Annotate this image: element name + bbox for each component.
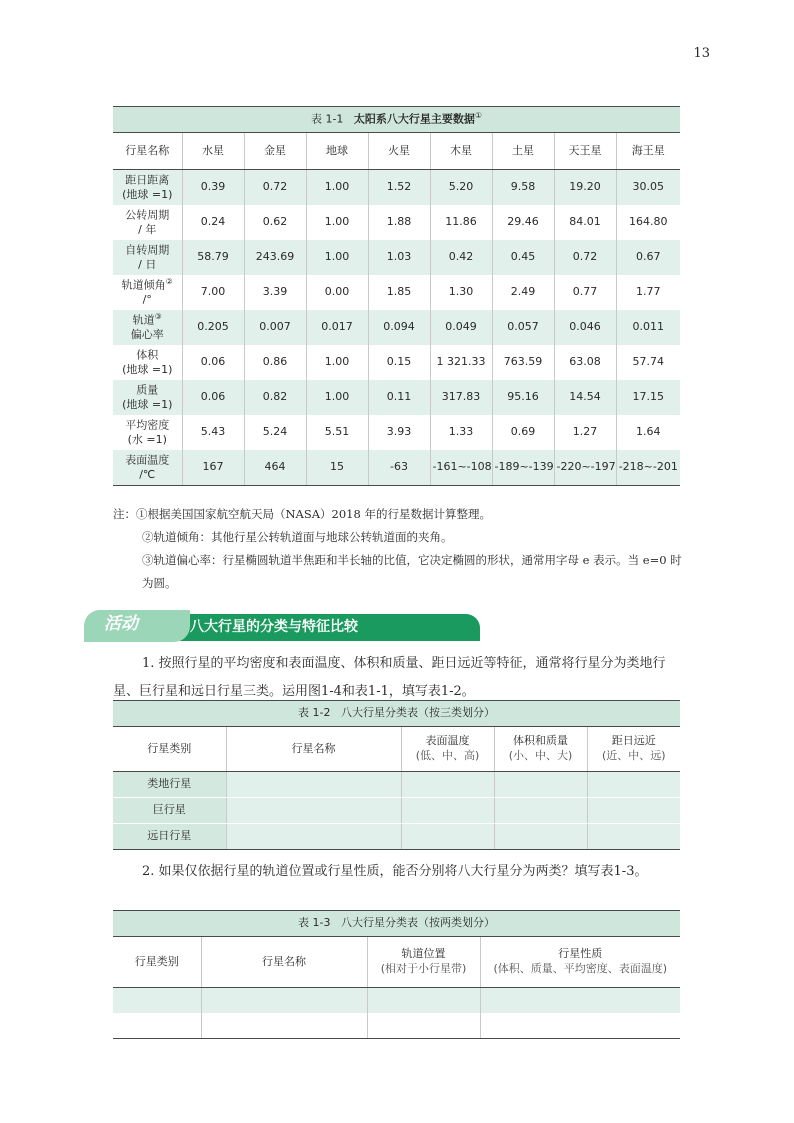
answer-cell[interactable] <box>480 1013 680 1039</box>
table-cell: 1.00 <box>306 380 368 415</box>
note-3: ③轨道偏心率：行星椭圆轨道半焦距和半长轴的比值，它决定椭圆的形状，通常用字母 e 表示。当 e=0 时为圆。 <box>142 553 682 590</box>
row-label-line2: / 日 <box>138 258 157 272</box>
table-cell: 1.00 <box>306 345 368 380</box>
activity-header <box>84 610 404 642</box>
table-row <box>113 415 680 450</box>
table-row <box>113 170 680 206</box>
table-row <box>113 772 680 798</box>
table-row <box>113 205 680 240</box>
table-cell: 15 <box>306 450 368 486</box>
header-planet: 水星 <box>182 133 244 170</box>
table-cell: 464 <box>244 450 306 486</box>
header-planet: 土星 <box>492 133 554 170</box>
note-2: ②轨道倾角：其他行星公转轨道面与地球公转轨道面的夹角。 <box>142 530 453 544</box>
table-cell: 1 321.33 <box>430 345 492 380</box>
row-label-line1: 质量 <box>136 383 159 397</box>
table-header-row <box>113 937 680 988</box>
table-cell: 2.49 <box>492 275 554 310</box>
row-label <box>113 380 182 415</box>
row-label-line2: /℃ <box>139 468 156 482</box>
table-cell: 1.33 <box>430 415 492 450</box>
row-label-line2: /° <box>142 293 152 307</box>
header-size <box>494 727 587 772</box>
table-cell: 1.88 <box>368 205 430 240</box>
table-cell: 1.64 <box>616 415 680 450</box>
answer-cell[interactable] <box>494 824 587 850</box>
row-label <box>113 450 182 486</box>
answer-cell[interactable] <box>587 798 680 824</box>
table-cell: 0.017 <box>306 310 368 345</box>
answer-cell[interactable] <box>226 824 401 850</box>
activity-title: 八大行星的分类与特征比较 <box>180 614 480 641</box>
header-names: 行星名称 <box>226 727 401 772</box>
table-cell: 9.58 <box>492 170 554 206</box>
header-temperature-sub: (低、中、高) <box>415 749 480 762</box>
table-cell: 317.83 <box>430 380 492 415</box>
caption-title: 太阳系八大行星主要数据 <box>353 112 475 126</box>
row-label-line2: (地球 =1) <box>122 398 173 412</box>
header-label: 行星名称 <box>113 133 182 170</box>
header-temperature-label: 表面温度 <box>425 734 470 748</box>
answer-cell[interactable] <box>480 988 680 1014</box>
table-cell: 1.00 <box>306 170 368 206</box>
table-cell: 5.43 <box>182 415 244 450</box>
table-row <box>113 240 680 275</box>
table-cell: 1.77 <box>616 275 680 310</box>
table-cell: 14.54 <box>554 380 616 415</box>
table-cell: 0.42 <box>430 240 492 275</box>
header-planet: 金星 <box>244 133 306 170</box>
answer-cell[interactable] <box>201 988 367 1014</box>
table-cell: -220~-197 <box>554 450 616 486</box>
row-label-line2: (水 =1) <box>127 433 167 447</box>
answer-cell[interactable] <box>401 824 494 850</box>
header-planet: 天王星 <box>554 133 616 170</box>
answer-cell[interactable] <box>367 1013 480 1039</box>
table-row <box>113 380 680 415</box>
row-label <box>113 170 182 206</box>
table-cell: 0.62 <box>244 205 306 240</box>
table-cell: 0.24 <box>182 205 244 240</box>
table-notes <box>113 503 688 595</box>
table-cell: 1.52 <box>368 170 430 206</box>
table-cell: 3.93 <box>368 415 430 450</box>
row-label <box>113 345 182 380</box>
table-cell: 95.16 <box>492 380 554 415</box>
table-cell: 0.06 <box>182 345 244 380</box>
table-cell: 58.79 <box>182 240 244 275</box>
table-cell: 0.046 <box>554 310 616 345</box>
header-size-sub: (小、中、大) <box>508 749 573 762</box>
header-distance-sub: (近、中、远) <box>601 749 666 762</box>
table-cell: 0.82 <box>244 380 306 415</box>
row-label-line1: 轨道 <box>132 313 155 327</box>
header-category: 行星类别 <box>113 727 226 772</box>
table-cell: 164.80 <box>616 205 680 240</box>
caption-prefix: 表 1-1 <box>310 112 344 126</box>
table-cell: 763.59 <box>492 345 554 380</box>
table-cell: 1.30 <box>430 275 492 310</box>
table-cell: 0.06 <box>182 380 244 415</box>
answer-cell[interactable] <box>587 772 680 798</box>
header-size-label: 体积和质量 <box>513 734 568 748</box>
answer-cell[interactable] <box>494 772 587 798</box>
activity-badge: 活动 <box>84 610 190 642</box>
header-distance <box>587 727 680 772</box>
answer-cell[interactable] <box>201 1013 367 1039</box>
page-number: 13 <box>693 46 710 61</box>
table-row <box>113 275 680 310</box>
answer-cell[interactable] <box>587 824 680 850</box>
caption-title: 八大行星分类表（按两类划分） <box>341 916 495 930</box>
three-class-table <box>113 700 680 850</box>
answer-cell[interactable] <box>113 988 201 1014</box>
table-row <box>113 798 680 824</box>
table-cell: 0.72 <box>244 170 306 206</box>
answer-cell[interactable] <box>226 772 401 798</box>
row-label-note: ③ <box>154 311 162 321</box>
row-label-line1: 体积 <box>136 348 159 362</box>
row-category: 巨行星 <box>113 798 226 824</box>
header-planet: 地球 <box>306 133 368 170</box>
header-category: 行星类别 <box>113 937 201 988</box>
table-caption <box>113 107 680 133</box>
header-orbit-sub: (相对于小行星带) <box>380 962 467 975</box>
table-cell: -218~-201 <box>616 450 680 486</box>
row-label-line1: 轨道倾角 <box>121 278 166 292</box>
answer-cell[interactable] <box>494 798 587 824</box>
note-1: 注：①根据美国国家航空航天局（NASA）2018 年的行星数据计算整理。 <box>113 507 491 521</box>
answer-cell[interactable] <box>113 1013 201 1039</box>
answer-cell[interactable] <box>401 772 494 798</box>
table-cell: 0.86 <box>244 345 306 380</box>
table-row <box>113 450 680 486</box>
row-label-line1: 自转周期 <box>125 243 170 257</box>
question-1: 1. 按照行星的平均密度和表面温度、体积和质量、距日远近等特征，通常将行星分为类地行星、巨行星和远日行星三类。运用图1-4和表1-1，填写表1-2。 <box>113 656 666 699</box>
caption-note: ① <box>474 111 483 121</box>
row-category: 远日行星 <box>113 824 226 850</box>
table-cell: 1.27 <box>554 415 616 450</box>
table-cell: 0.69 <box>492 415 554 450</box>
caption-prefix: 表 1-3 <box>298 916 331 930</box>
answer-cell[interactable] <box>367 988 480 1014</box>
answer-cell[interactable] <box>401 798 494 824</box>
table-cell: 0.057 <box>492 310 554 345</box>
header-nature-label: 行星性质 <box>558 947 603 961</box>
table-cell: 0.39 <box>182 170 244 206</box>
table-cell: 84.01 <box>554 205 616 240</box>
table-cell: 63.08 <box>554 345 616 380</box>
table-cell: 5.20 <box>430 170 492 206</box>
row-label-note: ② <box>165 276 173 286</box>
table-cell: 0.77 <box>554 275 616 310</box>
header-planet: 火星 <box>368 133 430 170</box>
table-header-row <box>113 133 680 170</box>
table-cell: 1.00 <box>306 205 368 240</box>
table-cell: 0.011 <box>616 310 680 345</box>
row-label <box>113 240 182 275</box>
table-cell: 167 <box>182 450 244 486</box>
table-cell: 0.094 <box>368 310 430 345</box>
table-cell: -161~-108 <box>430 450 492 486</box>
table-cell: 7.00 <box>182 275 244 310</box>
table-cell: 0.72 <box>554 240 616 275</box>
row-label <box>113 415 182 450</box>
table-cell: 1.85 <box>368 275 430 310</box>
table-cell: 0.67 <box>616 240 680 275</box>
header-orbit-label: 轨道位置 <box>401 947 446 961</box>
two-class-table <box>113 910 680 1039</box>
table-row <box>113 310 680 345</box>
table-cell: 5.51 <box>306 415 368 450</box>
table-cell: -63 <box>368 450 430 486</box>
header-nature <box>480 937 680 988</box>
table-caption <box>113 911 680 937</box>
table-cell: 19.20 <box>554 170 616 206</box>
table-cell: 57.74 <box>616 345 680 380</box>
table-caption <box>113 701 680 727</box>
planet-data-table <box>113 106 680 486</box>
question-2: 2. 如果仅依据行星的轨道位置或行星性质，能否分别将八大行星分为两类？填写表1-3。 <box>142 864 648 879</box>
table-cell: 11.86 <box>430 205 492 240</box>
row-label-line2: (地球 =1) <box>122 363 173 377</box>
table-cell: 29.46 <box>492 205 554 240</box>
table-cell: 0.11 <box>368 380 430 415</box>
caption-title: 八大行星分类表（按三类划分） <box>341 706 495 720</box>
row-label-line2: 偏心率 <box>130 328 164 342</box>
table-header-row <box>113 727 680 772</box>
header-planet: 海王星 <box>616 133 680 170</box>
table-cell: 5.24 <box>244 415 306 450</box>
table-cell: 1.03 <box>368 240 430 275</box>
table-cell: 0.205 <box>182 310 244 345</box>
table-row <box>113 988 680 1014</box>
table-row <box>113 345 680 380</box>
table-cell: 3.39 <box>244 275 306 310</box>
table-cell: 0.00 <box>306 275 368 310</box>
table-cell: 243.69 <box>244 240 306 275</box>
table-row <box>113 1013 680 1039</box>
header-temperature <box>401 727 494 772</box>
row-label <box>113 310 182 345</box>
table-cell: 0.15 <box>368 345 430 380</box>
table-cell: 0.45 <box>492 240 554 275</box>
row-label <box>113 275 182 310</box>
row-label-line1: 表面温度 <box>125 453 170 467</box>
row-category: 类地行星 <box>113 772 226 798</box>
caption-prefix: 表 1-2 <box>298 706 331 720</box>
header-nature-sub: (体积、质量、平均密度、表面温度) <box>493 962 668 975</box>
table-cell: 30.05 <box>616 170 680 206</box>
row-label-line2: (地球 =1) <box>122 188 173 202</box>
row-label-line1: 距日距离 <box>125 173 170 187</box>
answer-cell[interactable] <box>226 798 401 824</box>
header-orbit <box>367 937 480 988</box>
row-label-line1: 平均密度 <box>125 418 170 432</box>
header-distance-label: 距日远近 <box>611 734 656 748</box>
row-label-line1: 公转周期 <box>125 208 170 222</box>
header-names: 行星名称 <box>201 937 367 988</box>
table-cell: 0.049 <box>430 310 492 345</box>
table-cell: 0.007 <box>244 310 306 345</box>
header-planet: 木星 <box>430 133 492 170</box>
row-label <box>113 205 182 240</box>
table-row <box>113 824 680 850</box>
row-label-line2: / 年 <box>138 223 157 237</box>
table-cell: -189~-139 <box>492 450 554 486</box>
table-cell: 1.00 <box>306 240 368 275</box>
table-cell: 17.15 <box>616 380 680 415</box>
